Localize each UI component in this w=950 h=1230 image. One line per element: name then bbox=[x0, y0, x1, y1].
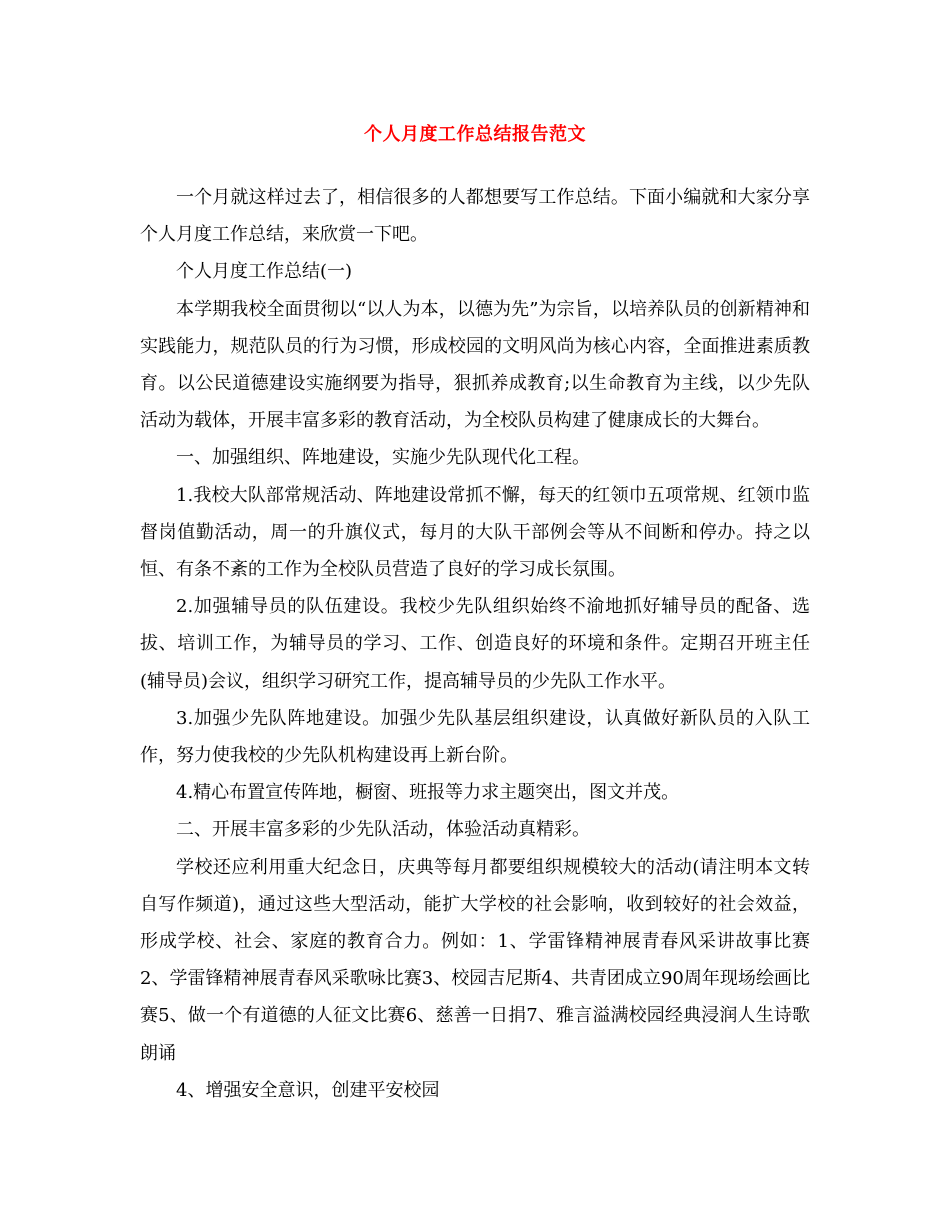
paragraph-item-2: 2.加强辅导员的队伍建设。我校少先队组织始终不渝地抓好辅导员的配备、选拔、培训工作，为辅导员的学习、工作、创造良好的环境和条件。定期召开班主任(辅导员)会议，组织学习研究工作，提高辅导员的少先队工作水平。 bbox=[140, 596, 810, 692]
document-body bbox=[140, 179, 810, 1109]
paragraph-item-1: 1.我校大队部常规活动、阵地建设常抓不懈，每天的红领巾五项常规、红领巾监督岗值勤活动，周一的升旗仪式，每月的大队干部例会等从不间断和停办。持之以恒、有条不紊的工作为全校队员营造了良好的学习成长氛围。 bbox=[140, 484, 810, 581]
section-heading-summary-one: 个人月度工作总结(一) bbox=[176, 261, 353, 283]
paragraph-item-3: 3.加强少先队阵地建设。加强少先队基层组织建设，认真做好新队员的入队工作，努力使我校的少先队机构建设再上新台阶。 bbox=[140, 707, 810, 767]
paragraph-item-4: 4.精心布置宣传阵地，橱窗、班报等力求主题突出，图文并茂。 bbox=[176, 782, 680, 804]
section-heading-organization: 一、加强组织、阵地建设，实施少先队现代化工程。 bbox=[176, 447, 590, 469]
paragraph-activities: 学校还应利用重大纪念日，庆典等每月都要组织规模较大的活动(请注明本文转自写作频道)，通过这些大型活动，能扩大学校的社会影响，收到较好的社会效益，形成学校、社会、家庭的教育合力。例如：1、学雷锋精神展青春风采讲故事比赛2、学雷锋精神展青春风采歌咏比赛3、校园吉尼斯4、共青团成立90周年现场绘画比赛5、做一个有道德的人征文比赛6、慈善一日捐7、雅言溢满校园经典浸润人生诗歌朗诵 bbox=[140, 856, 810, 1064]
document-title: 个人月度工作总结报告范文 bbox=[364, 124, 586, 145]
section-heading-activities: 二、开展丰富多彩的少先队活动，体验活动真精彩。 bbox=[176, 819, 590, 841]
paragraph-overview: 本学期我校全面贯彻以“以人为本，以德为先”为宗旨，以培养队员的创新精神和实践能力，规范队员的行为习惯，形成校园的文明风尚为核心内容，全面推进素质教育。以公民道德建设实施纲要为指导，狠抓养成教育;以生命教育为主线，以少先队活动为载体，开展丰富多彩的教育活动，为全校队员构建了健康成长的大舞台。 bbox=[140, 298, 810, 432]
section-heading-safety: 4、增强安全意识，创建平安校园 bbox=[176, 1079, 440, 1101]
paragraph-intro: 一个月就这样过去了，相信很多的人都想要写工作总结。下面小编就和大家分享个人月度工作总结，来欣赏一下吧。 bbox=[140, 187, 810, 246]
